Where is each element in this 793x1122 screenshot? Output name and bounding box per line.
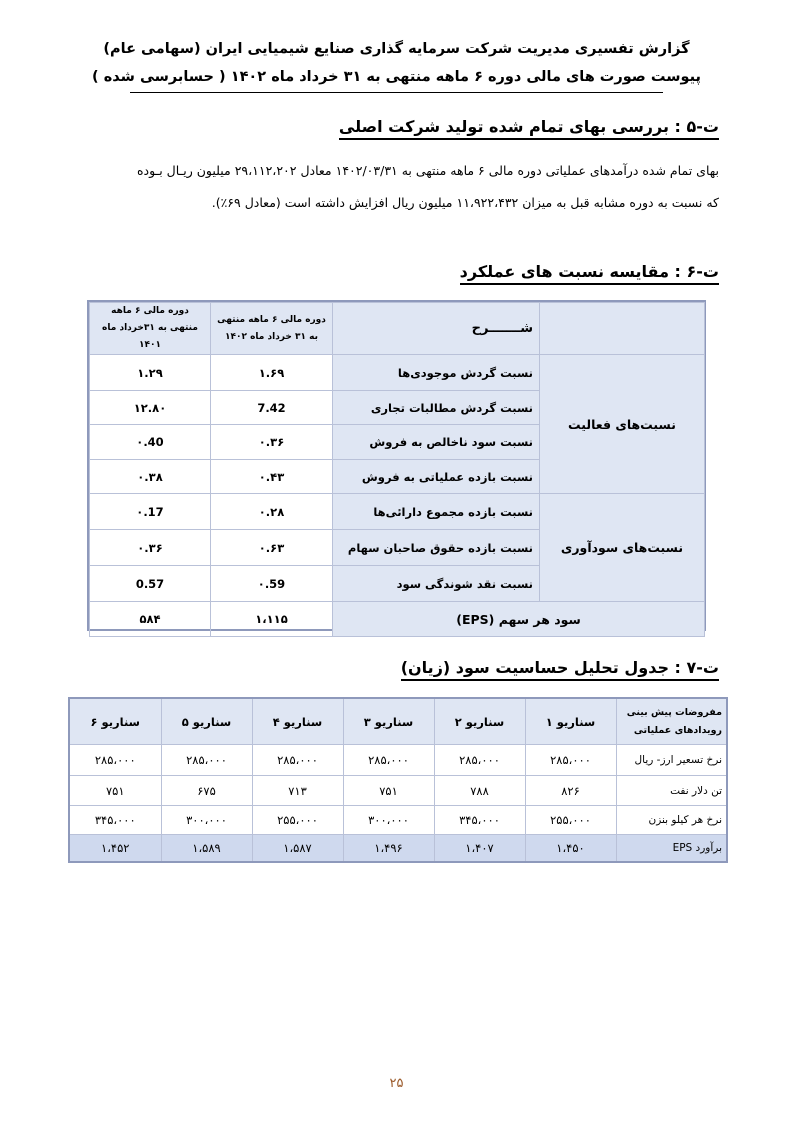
scenario-header: سناریو ۲ xyxy=(434,698,525,745)
scenario-header: سناریو ۱ xyxy=(525,698,616,745)
cell-value: ۲۵۵،۰۰۰ xyxy=(525,805,616,834)
ratio-label: نسبت بازده مجموع دارائی‌ها xyxy=(333,494,540,530)
ratio-value-1401: ۰.17 xyxy=(90,494,211,530)
table-row xyxy=(69,745,727,776)
assumptions-header: مفروضات پیش بینی رویدادهای عملیاتی xyxy=(616,698,727,745)
cell-value: ۷۸۸ xyxy=(434,776,525,805)
cell-value: ۱،۵۸۷ xyxy=(252,835,343,862)
group-profitability-ratios: نسبت‌های سودآوری xyxy=(540,494,705,602)
ratio-label: نسبت سود ناخالص به فروش xyxy=(333,425,540,460)
section-6-title: ت-۶ : مقایسه نسبت های عملکرد xyxy=(460,262,719,285)
scenario-header: سناریو ۶ xyxy=(69,698,161,745)
ratio-value-1401: ۰.۳۸ xyxy=(90,460,211,494)
cell-value: ۷۵۱ xyxy=(343,776,434,805)
ratio-comparison-table xyxy=(87,300,706,631)
section-7-title: ت-۷ : جدول تحلیل حساسیت سود (زیان) xyxy=(401,658,719,681)
cell-value: ۲۸۵،۰۰۰ xyxy=(434,745,525,776)
scenario-header: سناریو ۵ xyxy=(161,698,252,745)
cell-value: ۳۰۰،۰۰۰ xyxy=(161,805,252,834)
cell-value: ۱،۴۵۲ xyxy=(69,835,161,862)
column-header-description: شـــــــرح xyxy=(333,303,540,355)
report-title: گزارش تفسیری مدیریت شرکت سرمایه گذاری صنایع شیمیایی ایران (سهامی عام) xyxy=(103,41,690,57)
cell-value: ۲۸۵،۰۰۰ xyxy=(161,745,252,776)
column-header-1402: دوره مالی ۶ ماهه منتهی به ۳۱ خرداد ماه ۱۴۰۲ xyxy=(211,303,333,355)
ratio-value-1402: 7.42 xyxy=(211,391,333,425)
eps-estimate-row xyxy=(69,835,727,862)
ratio-value-1402: ۰.۳۶ xyxy=(211,425,333,460)
eps-value-1401: ۵۸۴ xyxy=(90,602,211,637)
ratio-value-1402: ۰.59 xyxy=(211,566,333,602)
cell-value: ۸۲۶ xyxy=(525,776,616,805)
section-5-paragraph-line-1: بهای تمام شده درآمدهای عملیاتی دوره مالی ۶ ماهه منتهی به ۱۴۰۲/۰۳/۳۱ معادل ۲۹،۱۱۲،۲۰۲ میلیون ریـال بـوده xyxy=(136,163,719,178)
row-label: برآورد EPS xyxy=(616,835,727,862)
cell-value: ۲۸۵،۰۰۰ xyxy=(252,745,343,776)
cell-value: ۱،۴۰۷ xyxy=(434,835,525,862)
row-label: نرخ تسعیر ارز- ریال xyxy=(616,745,727,776)
cell-value: ۲۸۵،۰۰۰ xyxy=(343,745,434,776)
report-subtitle: پیوست صورت های مالی دوره ۶ ماهه منتهی به ۳۱ خرداد ماه ۱۴۰۲ ( حسابرسی شده ) xyxy=(92,69,701,85)
ratio-value-1402: ۰.۶۳ xyxy=(211,530,333,566)
eps-label: سود هر سهم (EPS) xyxy=(333,602,705,637)
column-header-1401: دوره مالی ۶ ماهه منتهی به ۳۱خرداد ماه ۱۴۰۱ xyxy=(90,303,211,355)
cell-value: ۷۵۱ xyxy=(69,776,161,805)
ratio-label: نسبت نقد شوندگی سود xyxy=(333,566,540,602)
ratio-value-1402: ۰.۴۳ xyxy=(211,460,333,494)
table-row xyxy=(69,805,727,834)
cell-value: ۱،۵۸۹ xyxy=(161,835,252,862)
cell-value: ۷۱۳ xyxy=(252,776,343,805)
ratio-value-1402: ۰.۲۸ xyxy=(211,494,333,530)
ratio-value-1401: ۰.40 xyxy=(90,425,211,460)
cell-value: ۲۵۵،۰۰۰ xyxy=(252,805,343,834)
scenario-header: سناریو ۳ xyxy=(343,698,434,745)
ratio-label: نسبت گردش مطالبات تجاری xyxy=(333,391,540,425)
cell-value: ۶۷۵ xyxy=(161,776,252,805)
table-row xyxy=(69,776,727,805)
ratio-label: نسبت گردش موجودی‌ها xyxy=(333,355,540,391)
eps-value-1402: ۱،۱۱۵ xyxy=(211,602,333,637)
row-label: تن دلار نفت xyxy=(616,776,727,805)
ratio-label: نسبت بازده عملیاتی به فروش xyxy=(333,460,540,494)
cell-value: ۱،۴۹۶ xyxy=(343,835,434,862)
section-5-title: ت-۵ : بررسی بهای تمام شده تولید شرکت اصلی xyxy=(339,117,719,140)
ratio-value-1401: ۱۲.۸۰ xyxy=(90,391,211,425)
cell-value: ۳۰۰،۰۰۰ xyxy=(343,805,434,834)
ratio-value-1401: 0.57 xyxy=(90,566,211,602)
ratio-value-1402: ۱.۶۹ xyxy=(211,355,333,391)
ratio-label: نسبت بازده حقوق صاحبان سهام xyxy=(333,530,540,566)
ratio-value-1401: ۱.۲۹ xyxy=(90,355,211,391)
cell-value: ۲۸۵،۰۰۰ xyxy=(525,745,616,776)
section-5-paragraph-line-2: که نسبت به دوره مشابه قبل به میزان ۱۱،۹۲۲،۴۳۲ میلیون ریال افزایش داشته است (معادل ۶۹٪). xyxy=(211,195,719,210)
cell-value: ۲۸۵،۰۰۰ xyxy=(69,745,161,776)
page-number: ۲۵ xyxy=(389,1076,404,1091)
ratio-table-grid xyxy=(89,302,705,637)
cell-value: ۱،۴۵۰ xyxy=(525,835,616,862)
ratio-value-1401: ۰.۳۶ xyxy=(90,530,211,566)
group-activity-ratios: نسبت‌های فعالیت xyxy=(540,355,705,494)
row-label: نرخ هر کیلو بنزن xyxy=(616,805,727,834)
scenario-header: سناریو ۴ xyxy=(252,698,343,745)
sensitivity-analysis-table xyxy=(68,697,728,863)
cell-value: ۳۴۵،۰۰۰ xyxy=(434,805,525,834)
group-header-empty xyxy=(540,303,705,355)
cell-value: ۳۴۵،۰۰۰ xyxy=(69,805,161,834)
header-divider xyxy=(130,92,663,93)
